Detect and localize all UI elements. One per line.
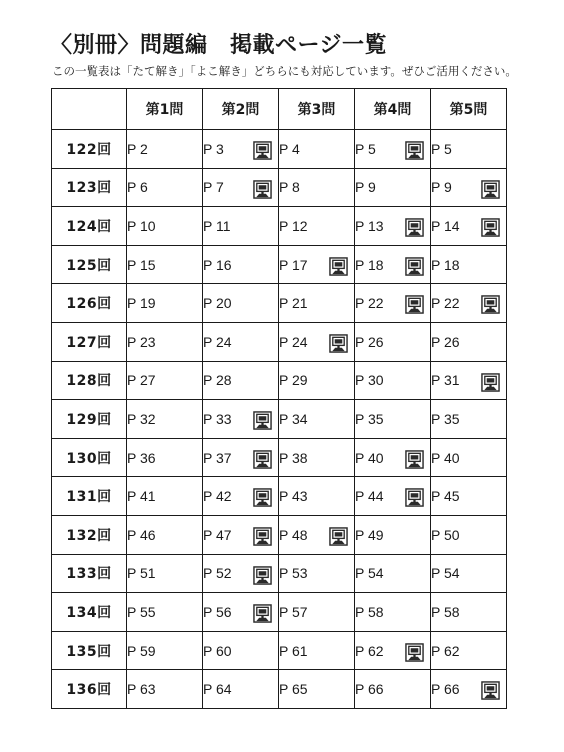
- page-cell: [431, 322, 507, 361]
- table-row: [52, 515, 507, 554]
- computer-kiosk-icon: [405, 257, 424, 276]
- page-cell: [431, 631, 507, 670]
- page-number: P 11: [203, 217, 231, 234]
- page-cell: [355, 361, 431, 400]
- table-row: [52, 400, 507, 439]
- row-header: 128回: [52, 361, 127, 400]
- row-header: 133回: [52, 554, 127, 593]
- page-number: P 58: [431, 603, 460, 620]
- computer-kiosk-icon: [253, 488, 272, 507]
- page-number: P 50: [431, 526, 460, 543]
- row-header: 127回: [52, 322, 127, 361]
- page-cell: [203, 322, 279, 361]
- page-cell: [279, 400, 355, 439]
- page-number: P 23: [127, 333, 156, 350]
- computer-kiosk-icon: [481, 180, 500, 199]
- row-header: 136回: [52, 670, 127, 709]
- page-number: P 14: [431, 217, 460, 234]
- page-number: P 63: [127, 681, 156, 698]
- page-number: P 65: [279, 681, 308, 698]
- page-number: P 35: [355, 410, 384, 427]
- row-header: 125回: [52, 245, 127, 284]
- page-cell: [279, 284, 355, 323]
- page-cell: [355, 245, 431, 284]
- page-cell: [279, 631, 355, 670]
- table-row: [52, 168, 507, 207]
- page-cell: [431, 361, 507, 400]
- page-number: P 24: [279, 333, 308, 350]
- page-cell: [355, 631, 431, 670]
- page-number: P 31: [431, 372, 460, 389]
- computer-kiosk-icon: [253, 527, 272, 546]
- column-header: 第5問: [431, 89, 507, 130]
- page-number: P 26: [355, 333, 384, 350]
- page-number: P 3: [203, 140, 224, 157]
- computer-kiosk-icon: [405, 295, 424, 314]
- page-cell: [203, 515, 279, 554]
- page-cell: [203, 168, 279, 207]
- page-number: P 7: [203, 179, 224, 196]
- page-number: P 61: [279, 642, 308, 659]
- page-index-table: [51, 88, 507, 709]
- table-row: [52, 670, 507, 709]
- page-number: P 51: [127, 565, 156, 582]
- page-number: P 30: [355, 372, 384, 389]
- page-cell: [355, 593, 431, 632]
- page-number: P 16: [203, 256, 232, 273]
- table-row: [52, 361, 507, 400]
- page-cell: [203, 361, 279, 400]
- page-number: P 29: [279, 372, 308, 389]
- page-number: P 18: [431, 256, 460, 273]
- page-cell: [127, 477, 203, 516]
- page-subtitle: この一覧表は「たて解き」「よこ解き」どちらにも対応しています。ぜひご活用ください。: [52, 64, 517, 78]
- row-header: 131回: [52, 477, 127, 516]
- page-number: P 13: [355, 217, 384, 234]
- table-row: [52, 207, 507, 246]
- page-number: P 48: [279, 526, 308, 543]
- page-number: P 8: [279, 179, 300, 196]
- page-number: P 21: [279, 295, 308, 312]
- page-cell: [279, 207, 355, 246]
- page-cell: [431, 477, 507, 516]
- page-number: P 9: [355, 179, 376, 196]
- computer-kiosk-icon: [253, 180, 272, 199]
- page-number: P 45: [431, 488, 460, 505]
- page-cell: [431, 130, 507, 169]
- page-number: P 9: [431, 179, 452, 196]
- table-row: [52, 322, 507, 361]
- page-number: P 19: [127, 295, 156, 312]
- page-number: P 20: [203, 295, 232, 312]
- row-header: 130回: [52, 438, 127, 477]
- page-cell: [279, 554, 355, 593]
- page-number: P 47: [203, 526, 232, 543]
- computer-kiosk-icon: [405, 488, 424, 507]
- page-number: P 40: [431, 449, 460, 466]
- computer-kiosk-icon: [329, 257, 348, 276]
- page-cell: [431, 554, 507, 593]
- table-row: [52, 284, 507, 323]
- page-number: P 43: [279, 488, 308, 505]
- page-cell: [279, 593, 355, 632]
- row-header: 126回: [52, 284, 127, 323]
- column-header: 第3問: [279, 89, 355, 130]
- computer-kiosk-icon: [481, 373, 500, 392]
- page-cell: [127, 322, 203, 361]
- page-cell: [127, 168, 203, 207]
- page-cell: [127, 207, 203, 246]
- page-cell: [203, 631, 279, 670]
- page-cell: [203, 284, 279, 323]
- page-number: P 53: [279, 565, 308, 582]
- page-cell: [431, 593, 507, 632]
- page-number: P 49: [355, 526, 384, 543]
- page-number: P 58: [355, 603, 384, 620]
- row-header: 122回: [52, 130, 127, 169]
- page-cell: [127, 400, 203, 439]
- page-number: P 60: [203, 642, 232, 659]
- corner-cell: [52, 89, 127, 130]
- page-number: P 32: [127, 410, 156, 427]
- page-number: P 12: [279, 217, 308, 234]
- page-number: P 54: [355, 565, 384, 582]
- header-row: [52, 89, 507, 130]
- page-cell: [203, 207, 279, 246]
- page-cell: [203, 400, 279, 439]
- computer-kiosk-icon: [405, 450, 424, 469]
- computer-kiosk-icon: [405, 643, 424, 662]
- page-cell: [279, 361, 355, 400]
- page-number: P 66: [431, 681, 460, 698]
- page-number: P 66: [355, 681, 384, 698]
- page-cell: [355, 168, 431, 207]
- page-number: P 46: [127, 526, 156, 543]
- page-cell: [279, 670, 355, 709]
- page-cell: [127, 554, 203, 593]
- computer-kiosk-icon: [253, 450, 272, 469]
- page-cell: [355, 284, 431, 323]
- page-number: P 55: [127, 603, 156, 620]
- computer-kiosk-icon: [253, 141, 272, 160]
- page-number: P 59: [127, 642, 156, 659]
- page-number: P 22: [431, 295, 460, 312]
- page-number: P 36: [127, 449, 156, 466]
- table-row: [52, 438, 507, 477]
- page-cell: [355, 130, 431, 169]
- page-cell: [279, 477, 355, 516]
- page-number: P 62: [355, 642, 384, 659]
- page-number: P 42: [203, 488, 232, 505]
- column-header: 第4問: [355, 89, 431, 130]
- page-number: P 5: [355, 140, 376, 157]
- computer-kiosk-icon: [481, 681, 500, 700]
- page-number: P 22: [355, 295, 384, 312]
- page-number: P 41: [127, 488, 156, 505]
- table-row: [52, 593, 507, 632]
- page-cell: [127, 438, 203, 477]
- page-cell: [355, 438, 431, 477]
- page-cell: [279, 322, 355, 361]
- page-number: P 2: [127, 140, 148, 157]
- page-number: P 28: [203, 372, 232, 389]
- page-cell: [127, 670, 203, 709]
- page-cell: [279, 168, 355, 207]
- page-number: P 64: [203, 681, 232, 698]
- computer-kiosk-icon: [253, 604, 272, 623]
- page-number: P 5: [431, 140, 452, 157]
- page-cell: [279, 245, 355, 284]
- table-row: [52, 554, 507, 593]
- page-cell: [431, 168, 507, 207]
- page-cell: [127, 130, 203, 169]
- page-title: 〈別冊〉問題編 掲載ページ一覧: [50, 33, 388, 58]
- page-cell: [203, 245, 279, 284]
- page-cell: [431, 284, 507, 323]
- page-number: P 17: [279, 256, 308, 273]
- computer-kiosk-icon: [253, 411, 272, 430]
- page-cell: [203, 130, 279, 169]
- row-header: 135回: [52, 631, 127, 670]
- computer-kiosk-icon: [481, 295, 500, 314]
- page-cell: [431, 245, 507, 284]
- page-number: P 52: [203, 565, 232, 582]
- computer-kiosk-icon: [405, 218, 424, 237]
- page-cell: [279, 515, 355, 554]
- page-cell: [203, 477, 279, 516]
- page-cell: [355, 477, 431, 516]
- page-number: P 44: [355, 488, 384, 505]
- page-cell: [355, 554, 431, 593]
- row-header: 124回: [52, 207, 127, 246]
- page-number: P 6: [127, 179, 148, 196]
- page-number: P 18: [355, 256, 384, 273]
- page-number: P 38: [279, 449, 308, 466]
- row-header: 123回: [52, 168, 127, 207]
- computer-kiosk-icon: [481, 218, 500, 237]
- page-number: P 4: [279, 140, 300, 157]
- page-number: P 35: [431, 410, 460, 427]
- page-cell: [279, 438, 355, 477]
- page-number: P 54: [431, 565, 460, 582]
- page-cell: [431, 438, 507, 477]
- page-cell: [127, 361, 203, 400]
- page-cell: [431, 670, 507, 709]
- page-number: P 10: [127, 217, 156, 234]
- page-cell: [127, 245, 203, 284]
- page-number: P 34: [279, 410, 308, 427]
- page-number: P 24: [203, 333, 232, 350]
- page-cell: [203, 554, 279, 593]
- page-number: P 26: [431, 333, 460, 350]
- page-cell: [431, 515, 507, 554]
- page-cell: [355, 322, 431, 361]
- computer-kiosk-icon: [253, 566, 272, 585]
- row-header: 134回: [52, 593, 127, 632]
- column-header: 第2問: [203, 89, 279, 130]
- row-header: 132回: [52, 515, 127, 554]
- table-row: [52, 477, 507, 516]
- page-cell: [355, 400, 431, 439]
- page-number: P 57: [279, 603, 308, 620]
- page-cell: [203, 438, 279, 477]
- page-number: P 15: [127, 256, 156, 273]
- page-number: P 62: [431, 642, 460, 659]
- page-cell: [127, 631, 203, 670]
- computer-kiosk-icon: [405, 141, 424, 160]
- page-number: P 40: [355, 449, 384, 466]
- page-cell: [203, 670, 279, 709]
- page-number: P 27: [127, 372, 156, 389]
- computer-kiosk-icon: [329, 334, 348, 353]
- page-number: P 37: [203, 449, 232, 466]
- page-cell: [127, 515, 203, 554]
- table-row: [52, 245, 507, 284]
- page-number: P 33: [203, 410, 232, 427]
- page-cell: [355, 515, 431, 554]
- page-cell: [355, 207, 431, 246]
- table-row: [52, 130, 507, 169]
- page-cell: [355, 670, 431, 709]
- page-cell: [127, 284, 203, 323]
- page-cell: [203, 593, 279, 632]
- row-header: 129回: [52, 400, 127, 439]
- page-cell: [431, 207, 507, 246]
- page-number: P 56: [203, 603, 232, 620]
- page-cell: [127, 593, 203, 632]
- column-header: 第1問: [127, 89, 203, 130]
- page-cell: [279, 130, 355, 169]
- table-row: [52, 631, 507, 670]
- page-cell: [431, 400, 507, 439]
- computer-kiosk-icon: [329, 527, 348, 546]
